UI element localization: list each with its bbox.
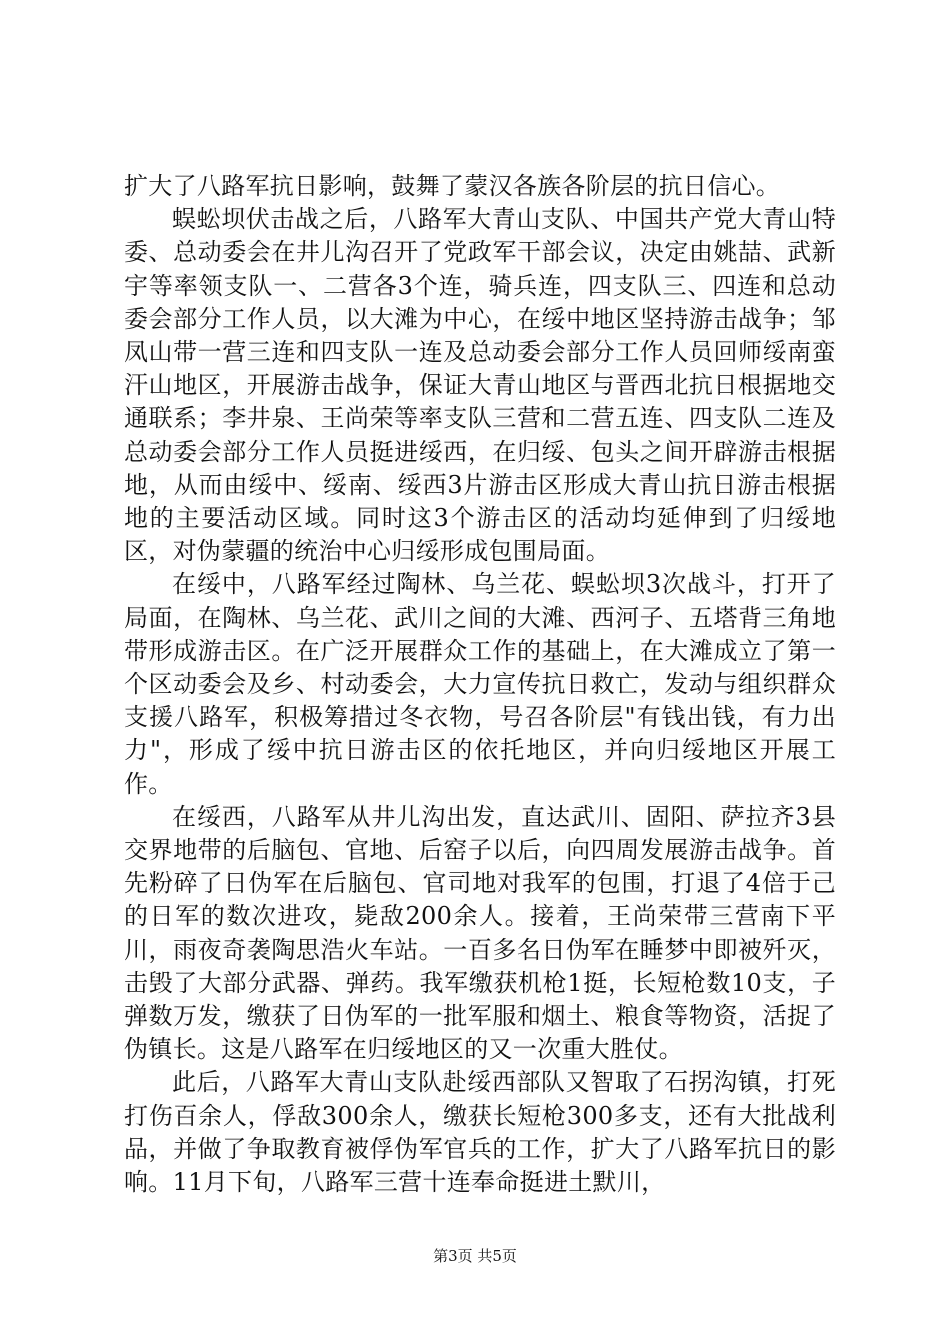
- page-number: 第3页 共5页: [433, 1247, 517, 1265]
- page-footer: [0, 1246, 950, 1266]
- paragraph: 在绥中，八路军经过陶林、乌兰花、蜈蚣坝3次战斗，打开了局面，在陶林、乌兰花、武川之间的大滩、西河子、五塔背三角地带形成游击区。在广泛开展群众工作的基础上，在大滩成立了第一个区动委会及乡、村动委会，大力宣传抗日救亡，发动与组织群众支援八路军，积极筹措过冬衣物，号召各阶层"有钱出钱，有力出力"，形成了绥中抗日游击区的依托地区，并向归绥地区开展工作。: [124, 570, 836, 798]
- paragraph: 蜈蚣坝伏击战之后，八路军大青山支队、中国共产党大青山特委、总动委会在井儿沟召开了党政军干部会议，决定由姚喆、武新宇等率领支队一、二营各3个连，骑兵连，四支队三、四连和总动委会部分工作人员，以大滩为中心，在绥中地区坚持游击战争；邹凤山带一营三连和四支队一连及总动委会部分工作人员回师绥南蛮汗山地区，开展游击战争，保证大青山地区与晋西北抗日根据地交通联系；李井泉、王尚荣等率支队三营和二营五连、四支队二连及总动委会部分工作人员挺进绥西，在归绥、包头之间开辟游击根据地，从而由绥中、绥南、绥西3片游击区形成大青山抗日游击根据地的主要活动区域。同时这3个游击区的活动均延伸到了归绥地区，对伪蒙疆的统治中心归绥形成包围局面。: [124, 205, 836, 566]
- paragraph: 此后，八路军大青山支队赴绥西部队又智取了石拐沟镇，打死打伤百余人，俘敌300余人，缴获长短枪300多支，还有大批战利品，并做了争取教育被俘伪军官兵的工作，扩大了八路军抗日的影响。11月下旬，八路军三营十连奉命挺进土默川，: [124, 1068, 836, 1197]
- paragraph: 在绥西，八路军从井儿沟出发，直达武川、固阳、萨拉齐3县交界地带的后脑包、官地、后窑子以后，向四周发展游击战争。首先粉碎了日伪军在后脑包、官司地对我军的包围，打退了4倍于己的日军的数次进攻，毙敌200余人。接着，王尚荣带三营南下平川，雨夜奇袭陶思浩火车站。一百多名日伪军在睡梦中即被歼灭，击毁了大部分武器、弹药。我军缴获机枪1挺，长短枪数10支，子弹数万发，缴获了日伪军的一批军服和烟土、粮食等物资，活捉了伪镇长。这是八路军在归绥地区的又一次重大胜仗。: [124, 802, 836, 1064]
- body-text: [124, 170, 836, 1199]
- paragraph-continuation: 扩大了八路军抗日影响，鼓舞了蒙汉各族各阶层的抗日信心。: [124, 172, 781, 200]
